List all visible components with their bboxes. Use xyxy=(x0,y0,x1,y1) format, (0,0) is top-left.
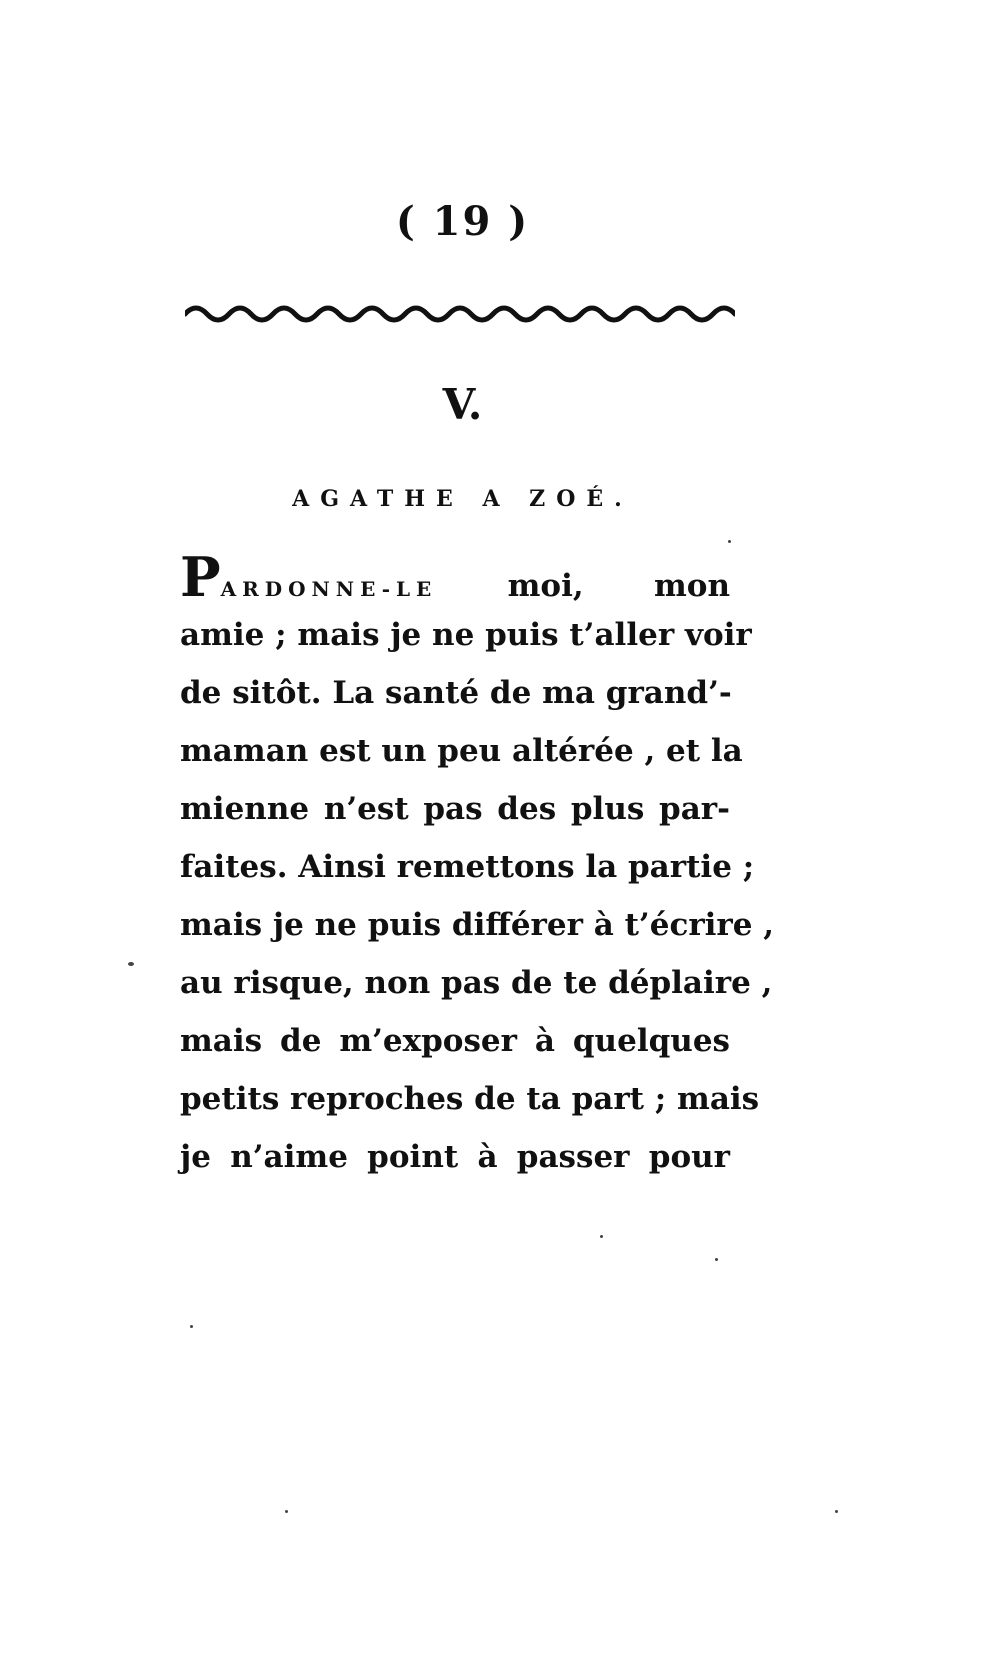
wavy-rule-divider xyxy=(185,300,735,324)
opening-rest: moi, mon xyxy=(437,568,730,604)
letter-heading: AGATHE A ZOÉ. xyxy=(292,486,633,512)
text-line: maman est un peu altérée , et la xyxy=(180,733,743,769)
drop-cap: P xyxy=(180,545,221,609)
print-speck xyxy=(715,1258,718,1261)
letter-body xyxy=(180,545,775,1186)
text-line: mais de m’exposer à quelques xyxy=(180,1023,730,1059)
opening-line xyxy=(180,545,730,609)
text-line: mienne n’est pas des plus par- xyxy=(180,791,730,827)
print-speck xyxy=(285,1510,288,1513)
page-number: ( 19 ) xyxy=(395,198,530,245)
letter-number: V. xyxy=(442,380,483,429)
text-line: au risque, non pas de te déplaire , xyxy=(180,965,773,1001)
text-line: petits reproches de ta part ; mais xyxy=(180,1081,760,1117)
opening-smallcaps: ARDONNE-LE xyxy=(220,577,438,601)
text-line: mais je ne puis différer à t’écrire , xyxy=(180,907,775,943)
text-line: faites. Ainsi remettons la partie ; xyxy=(180,849,755,885)
text-line: de sitôt. La santé de ma grand’- xyxy=(180,675,732,711)
print-speck xyxy=(190,1325,193,1328)
print-speck xyxy=(128,962,134,966)
text-line: amie ; mais je ne puis t’aller voir xyxy=(180,617,752,653)
print-speck xyxy=(835,1510,838,1513)
print-speck xyxy=(728,540,731,543)
print-speck xyxy=(600,1235,603,1238)
text-line: je n’aime point à passer pour xyxy=(180,1139,730,1175)
